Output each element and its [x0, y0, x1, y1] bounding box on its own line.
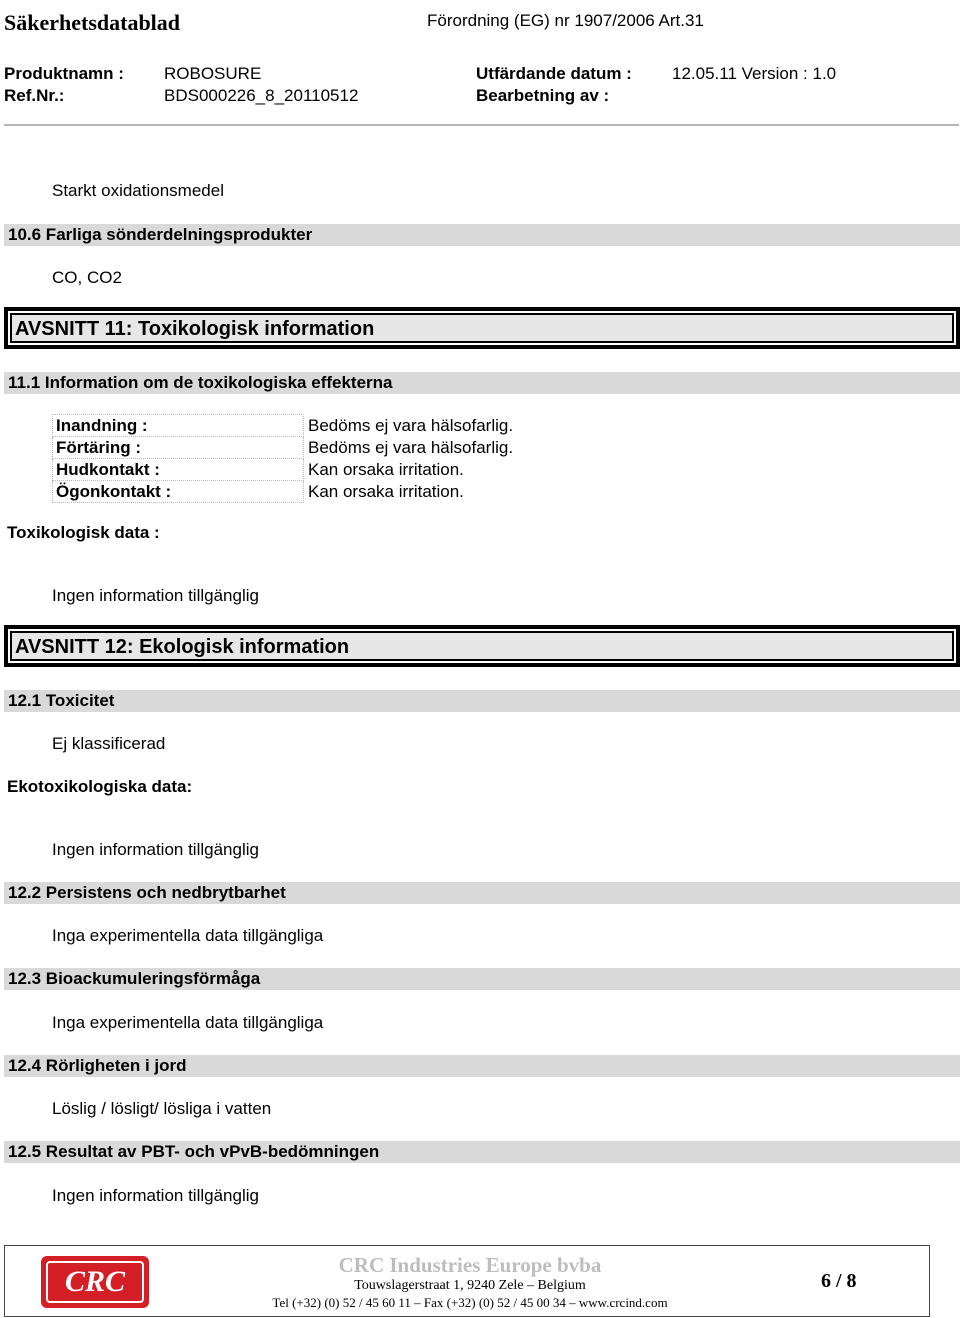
- crc-logo-text: CRC: [46, 1261, 144, 1303]
- subheading-11-1: 11.1 Information om de toxikologiska effekterna: [4, 372, 960, 394]
- effect-label: Ögonkontakt :: [53, 481, 304, 503]
- subheading-10-6: 10.6 Farliga sönderdelningsprodukter: [4, 224, 960, 246]
- page-number: 6 / 8: [821, 1270, 857, 1292]
- subheading-12-1: 12.1 Toxicitet: [4, 690, 960, 712]
- ecotoxicological-data-text: Ingen information tillgänglig: [52, 840, 259, 859]
- subheading-12-4: 12.4 Rörligheten i jord: [4, 1055, 960, 1077]
- oxidizer-text: Starkt oxidationsmedel: [52, 181, 224, 200]
- section-11-title: AVSNITT 11: Toxikologisk information: [10, 313, 954, 343]
- table-row: [53, 481, 517, 503]
- crc-logo: [41, 1256, 149, 1308]
- pbt-assessment-text: Ingen information tillgänglig: [52, 1186, 259, 1205]
- product-label: Produktnamn :: [4, 64, 124, 83]
- page-footer: [4, 1245, 930, 1317]
- effect-label: Förtäring :: [53, 437, 304, 459]
- table-row: [53, 415, 517, 437]
- header-divider: [4, 124, 959, 126]
- subheading-12-3: 12.3 Bioackumuleringsförmåga: [4, 968, 960, 990]
- bioaccumulation-text: Inga experimentella data tillgängliga: [52, 1013, 324, 1032]
- table-row: [53, 459, 517, 481]
- issue-date-label: Utfärdande datum :: [476, 64, 632, 83]
- company-contact: Tel (+32) (0) 52 / 45 60 11 – Fax (+32) (0) 52 / 45 00 34 – www.crcind.com: [272, 1295, 668, 1310]
- product-value: ROBOSURE: [164, 64, 262, 83]
- toxicity-text: Ej klassificerad: [52, 734, 166, 753]
- revision-label: Bearbetning av :: [476, 86, 610, 105]
- ref-value: BDS000226_8_20110512: [164, 86, 359, 105]
- company-address: Touwslagerstraat 1, 9240 Zele – Belgium: [354, 1278, 586, 1293]
- subheading-12-5: 12.5 Resultat av PBT- och vPvB-bedömningen: [4, 1141, 960, 1163]
- soil-mobility-text: Löslig / lösligt/ lösliga i vatten: [52, 1099, 272, 1118]
- company-info: [255, 1253, 685, 1311]
- section-12-heading: [4, 625, 960, 667]
- effect-value: Kan orsaka irritation.: [308, 482, 464, 501]
- table-row: [53, 437, 517, 459]
- section-11-heading: [4, 307, 960, 349]
- ref-label: Ref.Nr.:: [4, 86, 65, 105]
- toxicological-data-text: Ingen information tillgänglig: [52, 586, 259, 605]
- subheading-12-2: 12.2 Persistens och nedbrytbarhet: [4, 882, 960, 904]
- persistence-text: Inga experimentella data tillgängliga: [52, 926, 324, 945]
- ecotoxicological-data-label: Ekotoxikologiska data:: [7, 777, 193, 796]
- decomposition-products-text: CO, CO2: [52, 268, 122, 287]
- company-name: CRC Industries Europe bvba: [338, 1253, 602, 1277]
- effect-label: Hudkontakt :: [53, 459, 304, 481]
- document-title: Säkerhetsdatablad: [4, 10, 181, 35]
- section-12-title: AVSNITT 12: Ekologisk information: [10, 631, 954, 661]
- effect-value: Bedöms ej vara hälsofarlig.: [308, 416, 514, 435]
- toxicological-data-label: Toxikologisk data :: [7, 523, 160, 542]
- toxicology-effects-table: [52, 414, 517, 503]
- regulation-reference: Förordning (EG) nr 1907/2006 Art.31: [427, 11, 704, 30]
- issue-date-value: 12.05.11 Version : 1.0: [672, 64, 837, 83]
- effect-label: Inandning :: [53, 415, 304, 437]
- effect-value: Bedöms ej vara hälsofarlig.: [308, 438, 514, 457]
- effect-value: Kan orsaka irritation.: [308, 460, 464, 479]
